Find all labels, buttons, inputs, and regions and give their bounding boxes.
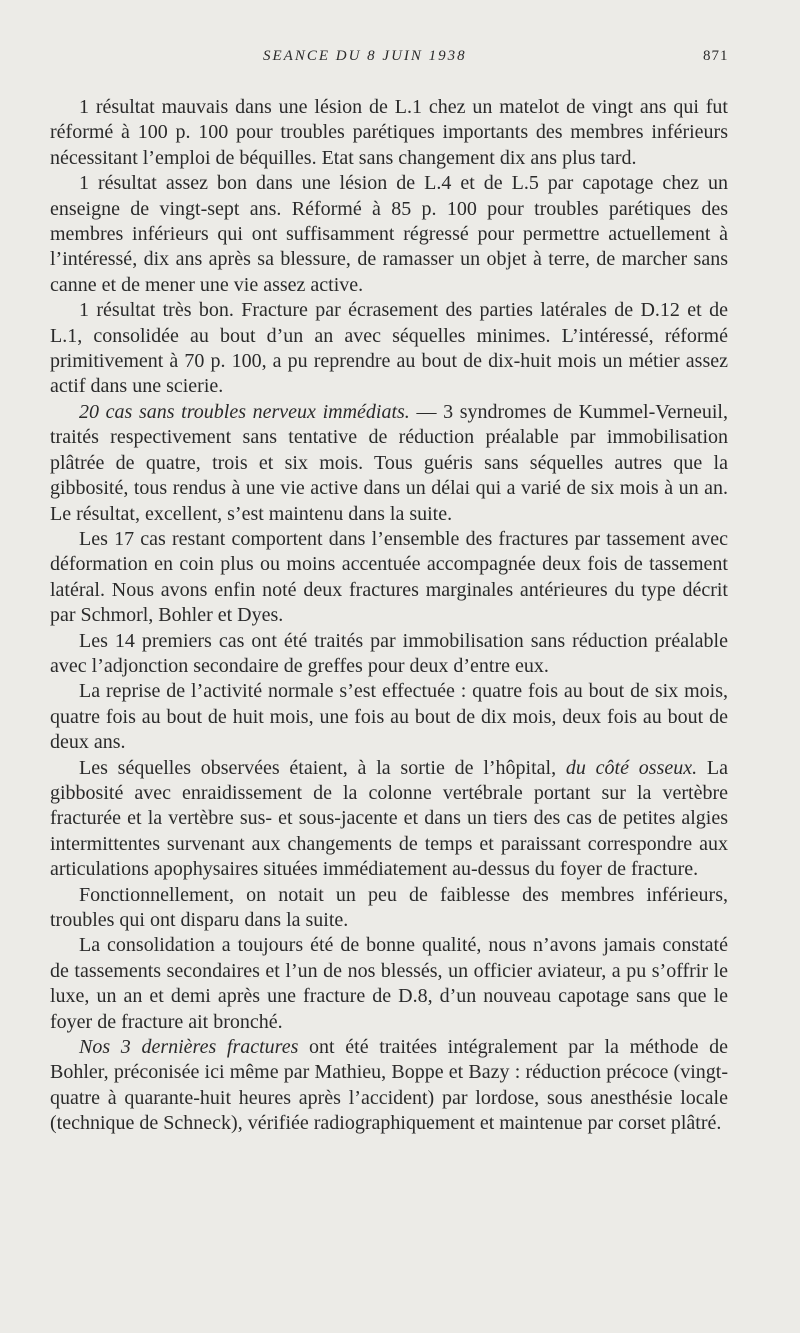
paragraph-text: Les 17 cas restant comportent dans l’ensemble des fractures par tassement avec déformation en coin plus ou moins accentuée accompagnée deux fois de tassement latéral. Nous avons enfin noté deux fractures marginales antérieures du type décrit par Schmorl, Bohler et Dyes. [50, 527, 728, 627]
page-header [0, 48, 800, 72]
paragraph-text: — 3 syndromes de Kummel-Verneuil, traités respectivement sans tentative de réduction préalable par immobilisation plâtrée de quatre, trois et six mois. Tous guéris sans séquelles autres que la gibbosité, tous rendus à une vie active dans un délai qui a varié de six mois à un an. Le résultat, excellent, s’est maintenu dans la suite. [50, 400, 728, 525]
paragraph [50, 756, 728, 883]
paragraph-text: ont été traitées intégralement par la méthode de Bohler, préconisée ici même par Mathieu, Boppe et Bazy : réduction précoce (vingt-quatre à quarante-huit heures après l’accident) par lordose, sous anesthésie locale (technique de Schneck), vérifiée radiographiquement et maintenue par corset plâtré. [50, 1036, 728, 1135]
paragraph [50, 1035, 728, 1137]
paragraph-text: Fonctionnellement, on notait un peu de faiblesse des membres inférieurs, troubles qui ont disparu dans la suite. [50, 883, 728, 931]
paragraph [50, 171, 728, 298]
paragraph-text: 1 résultat mauvais dans une lésion de L.1 chez un matelot de vingt ans qui fut réformé à 100 p. 100 pour troubles parétiques importants des membres inférieurs nécessitant l’emploi de béquilles. Etat sans changement dix ans plus tard. [50, 96, 728, 169]
running-head: SEANCE DU 8 JUIN 1938 [263, 48, 467, 64]
paragraph-text: La consolidation a toujours été de bonne qualité, nous n’avons jamais constaté de tassements secondaires et l’un de nos blessés, un officier aviateur, a pu s’offrir le luxe, un an et demi après une fracture de D.8, d’un nouveau capotage sans que le foyer de fracture ait bronché. [50, 934, 728, 1033]
italic-phrase: du côté osseux. [565, 756, 698, 779]
body-text [50, 95, 728, 1137]
section-heading-italic: 20 cas sans troubles nerveux immédiats. [79, 400, 410, 423]
paragraph [50, 629, 728, 680]
italic-phrase: Nos 3 dernières fractures [79, 1036, 299, 1059]
paragraph [50, 933, 728, 1035]
paragraph-text: Les 14 premiers cas ont été traités par immobilisation sans réduction préalable avec l’adjonction secondaire de greffes pour deux d’entre eux. [50, 629, 728, 677]
paragraph-text: 1 résultat très bon. Fracture par écrasement des parties latérales de D.12 et de L.1, consolidée au bout d’un an avec séquelles minimes. L’intéressé, réformé primitivement à 70 p. 100, a pu reprendre au bout de dix-huit mois un métier assez actif dans une scierie. [50, 299, 728, 398]
paragraph [50, 527, 728, 629]
paragraph-text: La reprise de l’activité normale s’est effectuée : quatre fois au bout de six mois, quatre fois au bout de huit mois, une fois au bout de dix mois, deux fois au bout de deux ans. [50, 680, 728, 754]
paragraph-text: Les séquelles observées étaient, à la sortie de l’hôpital, [79, 756, 566, 779]
paragraph [50, 298, 728, 400]
paragraph-text: La gibbosité avec enraidissement de la colonne vertébrale portant sur la vertèbre fracturée et la vertèbre sus- et sous-jacente et dans un tiers des cas de petites algies intermittentes survenant aux changements de temps et paraissant correspondre aux articulations apophysaires situées immédiatement au-dessus du foyer de fracture. [50, 756, 729, 881]
paragraph [50, 883, 728, 934]
paragraph [50, 95, 728, 171]
paragraph [50, 679, 728, 755]
page-number: 871 [703, 48, 729, 64]
paragraph-text: 1 résultat assez bon dans une lésion de L.4 et de L.5 par capotage chez un enseigne de vingt-sept ans. Réformé à 85 p. 100 pour troubles parétiques des membres inférieurs qui ont suffisamment régressé pour permettre actuellement à l’intéressé, dix ans après sa blessure, de ramasser un objet à terre, de marcher sans canne et de mener une vie assez active. [50, 172, 728, 296]
paragraph [50, 400, 728, 527]
